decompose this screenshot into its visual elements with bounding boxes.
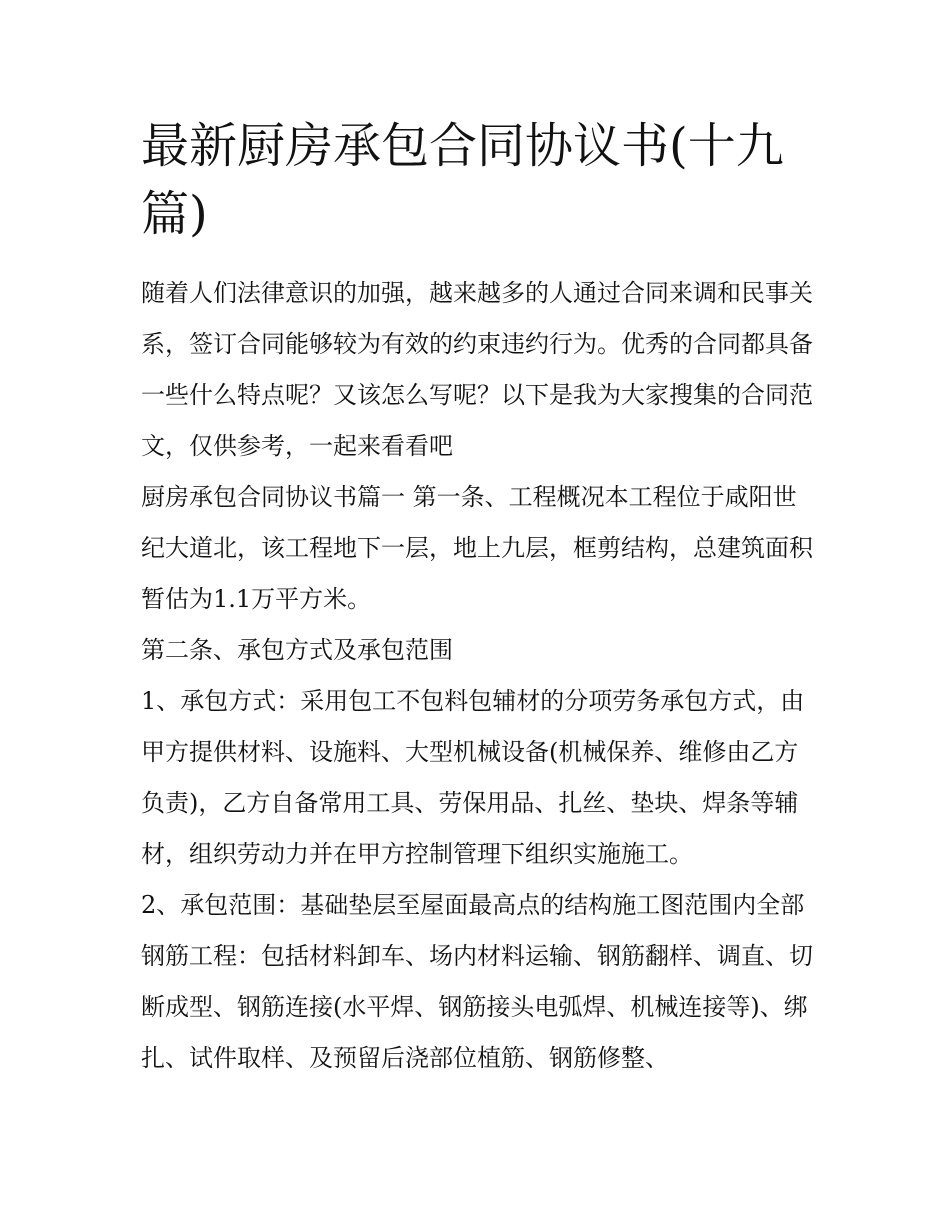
section-1-paragraph: 厨房承包合同协议书篇一 第一条、工程概况本工程位于咸阳世纪大道北，该工程地下一层，地上九层，框剪结构，总建筑面积暂估为1.1万平方米。	[141, 483, 813, 613]
contract-method-paragraph: 1、承包方式：采用包工不包料包辅材的分项劳务承包方式，由甲方提供材料、设施料、大型机械设备(机械保养、维修由乙方负责)，乙方自备常用工具、劳保用品、扎丝、垫块、焊条等辅材，组织劳动力并在甲方控制管理下组织实施施工。	[141, 687, 805, 868]
section-2-heading: 第二条、承包方式及承包范围	[141, 636, 453, 664]
document-body	[141, 112, 813, 1084]
contract-scope-paragraph: 2、承包范围：基础垫层至屋面最高点的结构施工图范围内全部钢筋工程：包括材料卸车、场内材料运输、钢筋翻样、调直、切断成型、钢筋连接(水平焊、钢筋接头电弧焊、机械连接等)、绑扎、试件取样、及预留后浇部位植筋、钢筋修整、	[141, 891, 813, 1072]
intro-paragraph: 随着人们法律意识的加强，越来越多的人通过合同来调和民事关系，签订合同能够较为有效的约束违约行为。优秀的合同都具备一些什么特点呢？又该怎么写呢？以下是我为大家搜集的合同范文，仅供参考，一起来看看吧	[141, 279, 813, 460]
document-title: 最新厨房承包合同协议书(十九篇)	[141, 118, 784, 242]
